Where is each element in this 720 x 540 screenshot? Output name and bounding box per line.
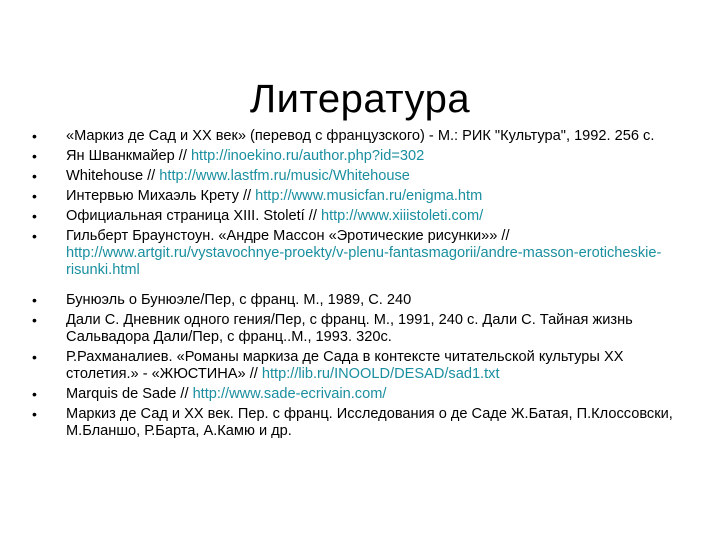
list-item (30, 188, 690, 205)
reference-text: Р.Рахманалиев. «Романы маркиза де Сада в контексте читательской культуры XX столетия.» - «ЖЮСТИНА» // (66, 349, 624, 382)
reference-text: Бунюэль о Бунюэле/Пер, с франц. М., 1989, С. 240 (66, 292, 412, 308)
reference-text: Ян Шванкмайер // (66, 148, 191, 164)
reference-link[interactable]: http://www.musicfan.ru/enigma.htm (255, 188, 483, 204)
reference-text: «Маркиз де Сад и XX век» (перевод с французского) - М.: РИК "Культура", 1992. 256 с. (66, 128, 655, 144)
reference-link[interactable]: http://www.lastfm.ru/music/Whitehouse (159, 168, 410, 184)
list-item (30, 292, 690, 309)
reference-link[interactable]: http://inoekino.ru/author.php?id=302 (190, 148, 425, 164)
reference-link[interactable]: http://lib.ru/INOOLD/DESAD/sad1.txt (261, 366, 500, 382)
reference-text: Whitehouse // (66, 168, 160, 184)
bullet-icon: • (32, 188, 37, 204)
reference-link[interactable]: http://www.xiiistoleti.com/ (320, 208, 484, 224)
bullet-icon: • (32, 128, 37, 144)
list-item (30, 349, 690, 383)
bullet-icon: • (32, 208, 37, 224)
list-item (30, 128, 690, 145)
reference-text: Дали С. Дневник одного гения/Пер, с франц. М., 1991, 240 с. Дали С. Тайная жизнь Сальвадора Дали/Пер, с франц..М., 1993. 320с. (66, 312, 633, 345)
reference-text: Официальная страница XIII. Století // (66, 208, 321, 224)
reference-text: Гильберт Браунстоун. «Андре Массон «Эротические рисунки»» // (66, 228, 510, 244)
reference-text: Marquis de Sade // (66, 386, 193, 402)
bullet-icon: • (32, 386, 37, 402)
bullet-icon: • (32, 228, 37, 244)
reference-text: Интервью Михаэль Крету // (66, 188, 256, 204)
reference-link[interactable]: http://www.artgit.ru/vystavochnye-proekty/v-plenu-fantasmagorii/andre-masson-eroticheskie-risunki.html (66, 245, 662, 278)
list-item (30, 168, 690, 185)
list-item (30, 148, 690, 165)
reference-text: Маркиз де Сад и XX век. Пер. с франц. Исследования о де Саде Ж.Батая, П.Клоссовски, М.Бланшо, Р.Барта, А.Камю и др. (66, 406, 673, 439)
list-item (30, 312, 690, 346)
bullet-icon: • (32, 292, 37, 308)
reference-link[interactable]: http://www.sade-ecrivain.com/ (192, 386, 387, 402)
bullet-icon: • (32, 148, 37, 164)
list-item (30, 228, 690, 279)
list-item (30, 406, 690, 440)
list-item (30, 208, 690, 225)
bullet-icon: • (32, 168, 37, 184)
bullet-icon: • (32, 312, 37, 328)
slide-title: Литература (249, 76, 471, 121)
list-item (30, 386, 690, 403)
bullet-icon: • (32, 406, 37, 422)
reference-list (30, 128, 690, 443)
bullet-icon: • (32, 349, 37, 365)
